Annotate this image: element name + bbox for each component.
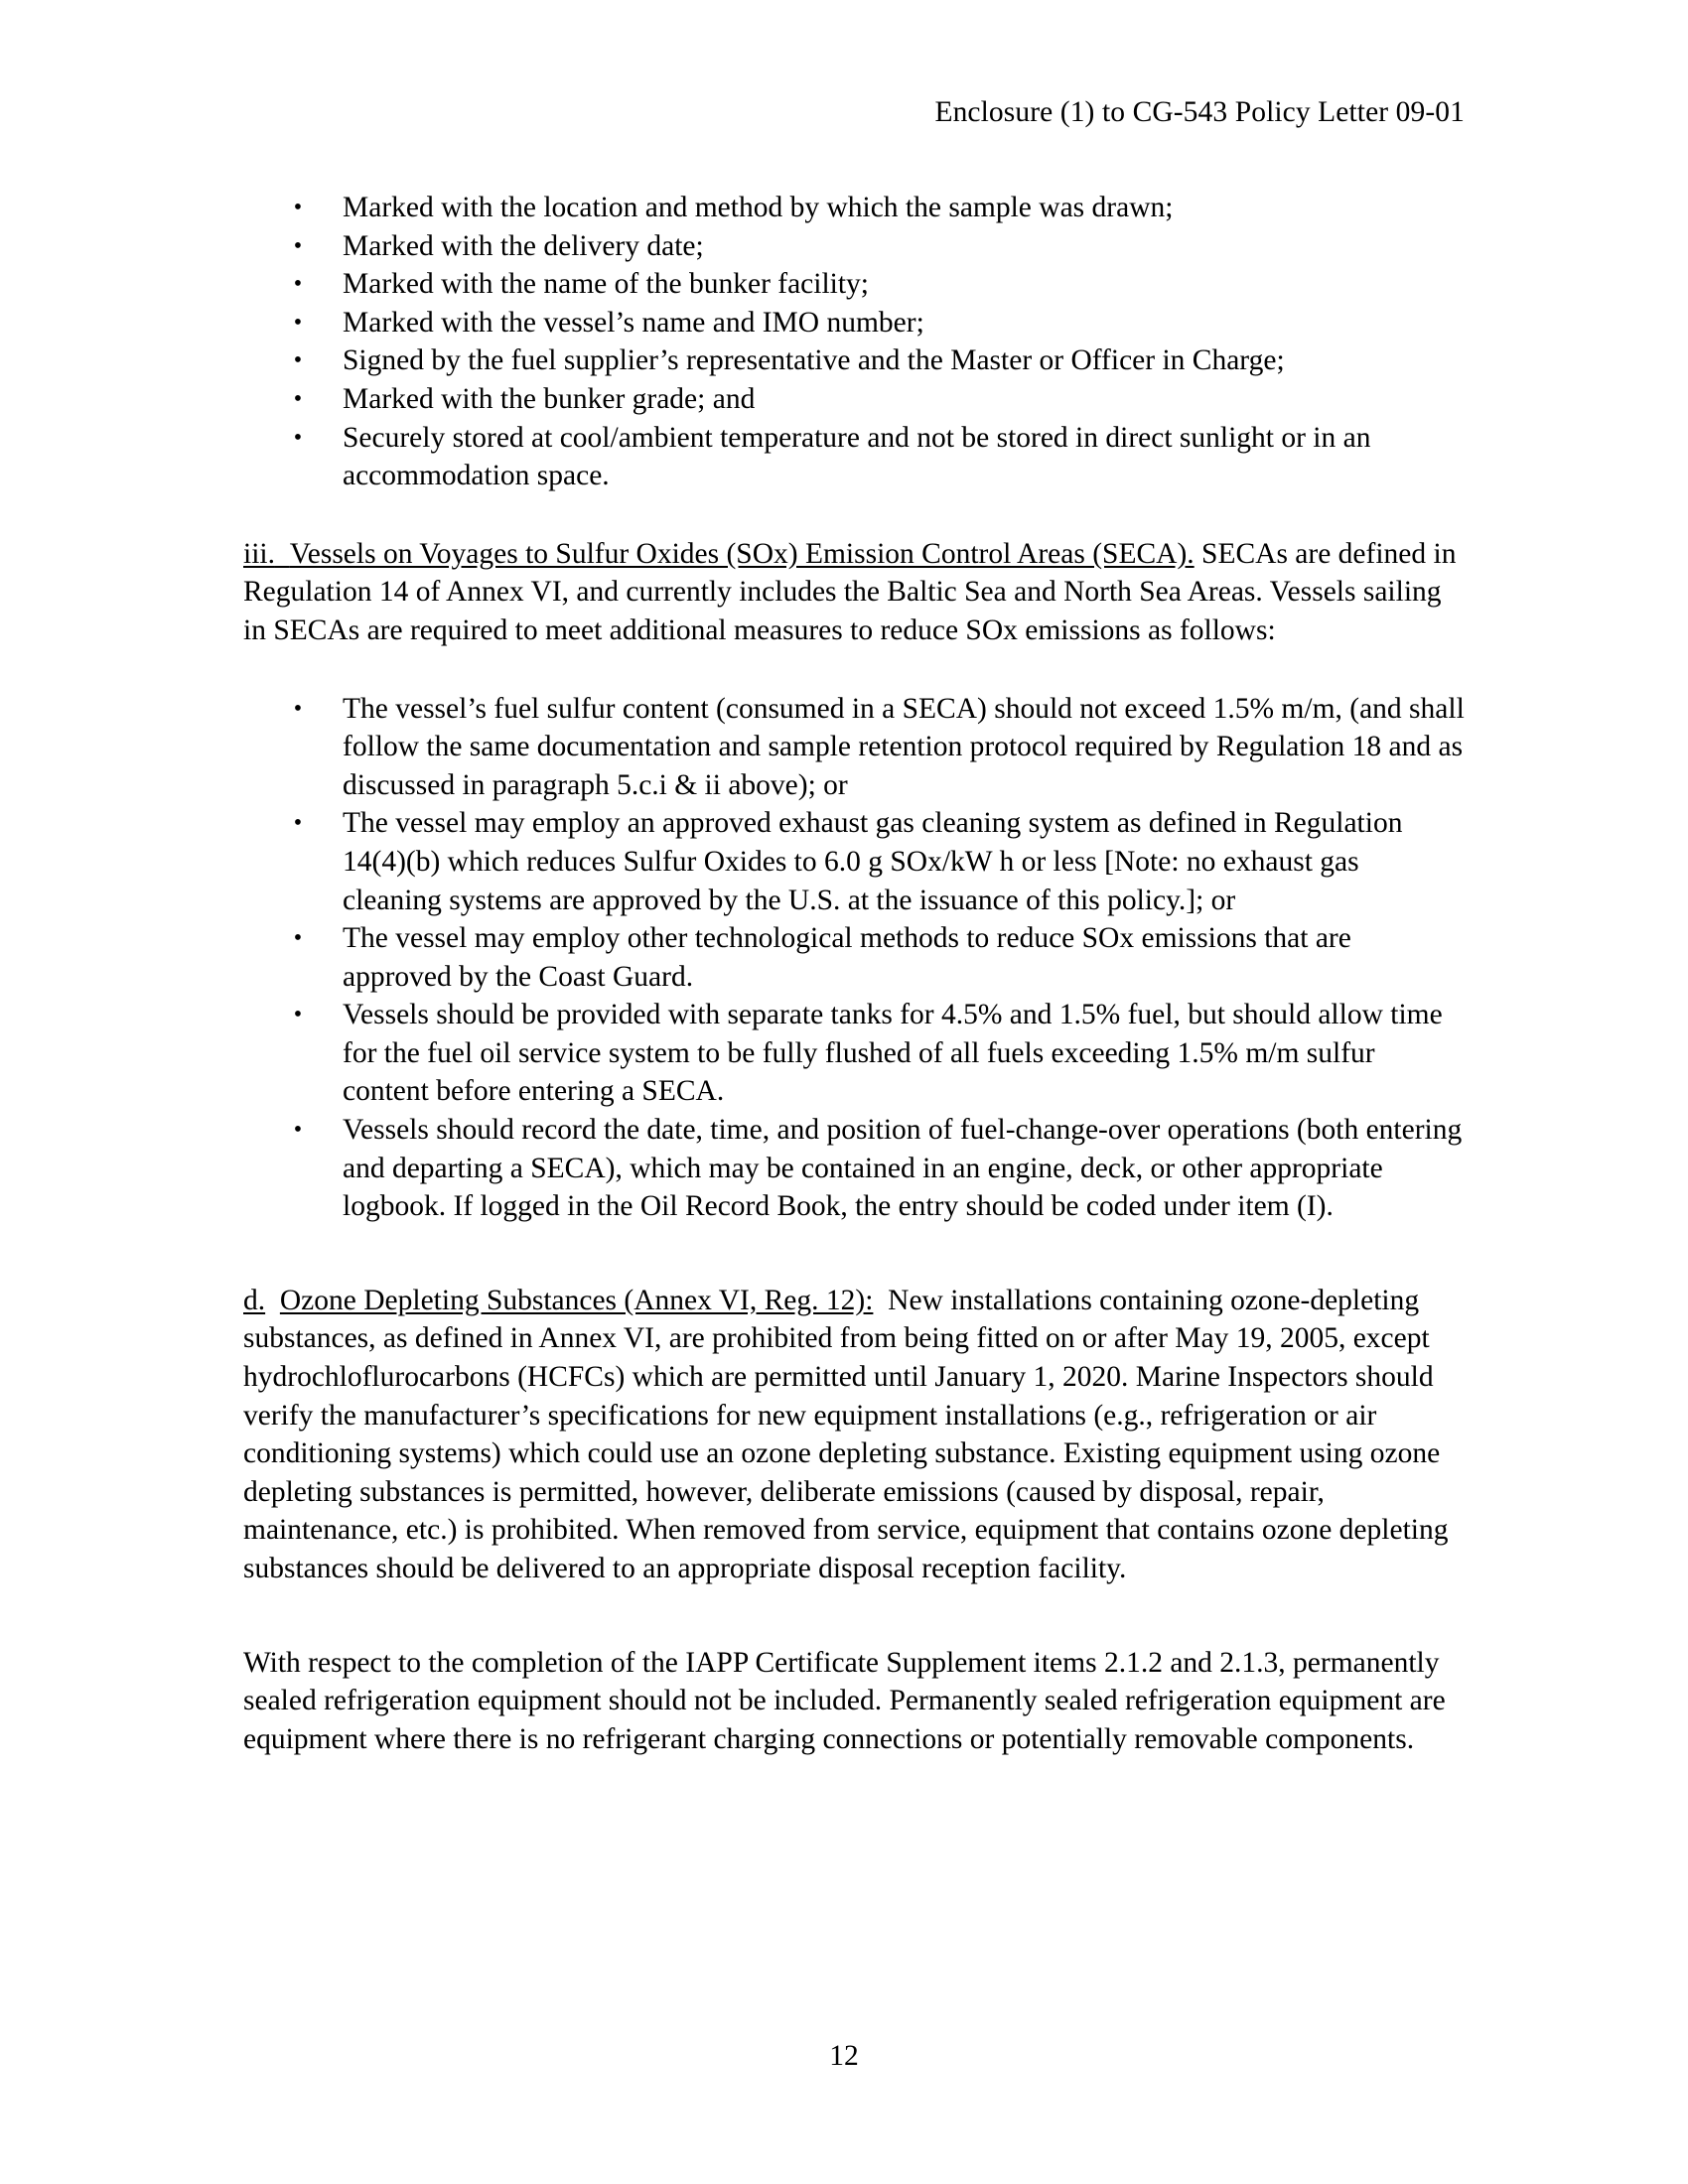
list-item-text: Vessels should record the date, time, and position of fuel-change-over operations (both entering and departing a SECA), which may be contained in an engine, deck, or other appropriate logbook. If logged in the Oil Record Book, the entry should be coded under item (I). [343, 1114, 1463, 1223]
list-item-text: Marked with the name of the bunker facility; [343, 268, 870, 301]
page-number: 12 [829, 2040, 859, 2072]
bullet-icon: • [293, 810, 303, 837]
page-header: Enclosure (1) to CG-543 Policy Letter 09-01 [934, 96, 1465, 128]
page-content [243, 189, 1465, 1758]
list-item-text: Signed by the fuel supplier’s representative and the Master or Officer in Charge; [343, 344, 1285, 377]
spacer [243, 1226, 1465, 1282]
list-item [243, 380, 1465, 419]
bullet-icon: • [293, 1117, 303, 1144]
list-item [243, 804, 1465, 919]
spacer [243, 495, 1465, 535]
closing-paragraph: With respect to the completion of the IAPP Certificate Supplement items 2.1.2 and 2.1.3, permanently sealed refrigeration equipment should not be included. Permanently sealed refrigeration equipment are equipment where there is no refrigerant charging connections or potentially removable components. [243, 1646, 1446, 1755]
section-iii [243, 535, 1465, 650]
bullet-icon: • [293, 925, 303, 952]
section-d-marker: d. [243, 1284, 266, 1316]
list-item [243, 341, 1465, 380]
bullet-icon: • [293, 271, 303, 298]
section-d-body: New installations containing ozone-depleting substances, as defined in Annex VI, are prohibited from being fitted on or after May 19, 2005, except hydrochloflurocarbons (HCFCs) which are permitted until January 1, 2020. Marine Inspectors should verify the manufacturer’s specifications for new equipment installations (e.g., refrigeration or air conditioning systems) which could use an ozone depleting substance. Existing equipment using ozone depleting substances is permitted, however, deliberate emissions (caused by disposal, repair, maintenance, etc.) is prohibited. When removed from service, equipment that contains ozone depleting substances should be delivered to an appropriate disposal reception facility. [243, 1284, 1449, 1584]
section-d [243, 1282, 1465, 1588]
list-item-text: The vessel may employ an approved exhaust gas cleaning system as defined in Regulation 14(4)(b) which reduces Sulfur Oxides to 6.0 g SOx/kW h or less [Note: no exhaust gas cleaning systems are approved by the U.S. at the issuance of this policy.]; or [343, 807, 1403, 916]
list-item-text: Marked with the bunker grade; and [343, 382, 756, 415]
list-item [243, 690, 1465, 805]
bullet-icon: • [293, 385, 303, 412]
list-item [243, 265, 1465, 304]
bullet-icon: • [293, 424, 303, 451]
spacer [243, 1588, 1465, 1644]
list-item [243, 304, 1465, 342]
section-d-heading: Ozone Depleting Substances (Annex VI, Reg. 12): [279, 1284, 874, 1316]
section-iii-heading: Vessels on Voyages to Sulfur Oxides (SOx) Emission Control Areas (SECA). [289, 537, 1195, 570]
list-item [243, 1111, 1465, 1226]
section-iii-marker: iii. [243, 537, 275, 570]
list-item-text: The vessel’s fuel sulfur content (consumed in a SECA) should not exceed 1.5% m/m, (and shall follow the same documentation and sample retention protocol required by Regulation 18 and as discussed in paragraph 5.c.i & ii above); or [343, 692, 1465, 801]
list-item [243, 189, 1465, 227]
seca-requirements-list [243, 690, 1465, 1226]
list-item-text: Vessels should be provided with separate tanks for 4.5% and 1.5% fuel, but should allow time for the fuel oil service system to be fully flushed of all fuels exceeding 1.5% m/m sulfur content before entering a SECA. [343, 999, 1443, 1108]
bullet-icon: • [293, 347, 303, 374]
list-item-text: Marked with the delivery date; [343, 229, 704, 262]
section-iii-body: SECAs are defined in Regulation 14 of Annex VI, and currently includes the Baltic Sea and North Sea Areas. Vessels sailing in SECAs are required to meet additional measures to reduce SOx emissions as follows: [243, 537, 1457, 646]
list-item [243, 919, 1465, 996]
spacer [243, 650, 1465, 690]
bullet-icon: • [293, 695, 303, 722]
list-item-text: Marked with the vessel’s name and IMO number; [343, 306, 924, 339]
list-item-text: Marked with the location and method by which the sample was drawn; [343, 192, 1174, 223]
bullet-icon: • [293, 1002, 303, 1028]
bullet-icon: • [293, 195, 303, 220]
list-item [243, 419, 1465, 495]
sample-requirements-list [243, 189, 1465, 495]
bullet-icon: • [293, 309, 303, 336]
list-item-text: The vessel may employ other technological methods to reduce SOx emissions that are approved by the Coast Guard. [343, 922, 1351, 993]
list-item [243, 996, 1465, 1111]
list-item [243, 227, 1465, 266]
list-item-text: Securely stored at cool/ambient temperature and not be stored in direct sunlight or in an accommodation space. [343, 421, 1371, 492]
bullet-icon: • [293, 232, 303, 259]
